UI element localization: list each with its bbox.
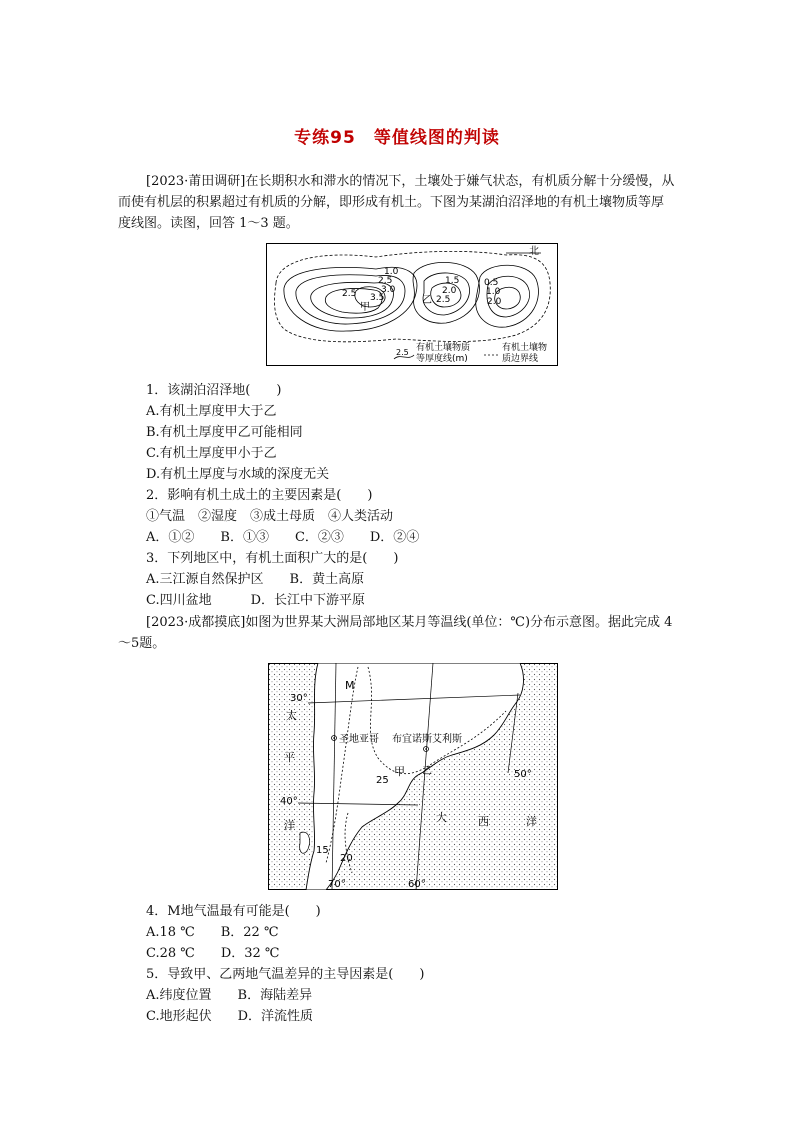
q1-option-d[interactable]: D.有机土厚度与水域的深度无关: [146, 467, 330, 482]
intro-paragraph-2: [2023·成都摸底]如图为世界某大洲局部地区某月等温线(单位：℃)分布示意图。据此完成 4～5题。: [118, 615, 673, 651]
atlantic-label-1: 大: [436, 811, 447, 824]
contour-label: 3.0: [381, 285, 396, 295]
city-santiago: 圣地亚哥: [339, 734, 379, 745]
lon-60-label: 60°: [408, 879, 426, 890]
north-label: 北: [529, 246, 539, 257]
q3-options-row1[interactable]: A.三江源自然保护区 B．黄土高原: [146, 572, 365, 587]
q1-option-b[interactable]: B.有机土厚度甲乙可能相同: [146, 425, 303, 440]
lat-40-label: 40°: [280, 796, 298, 807]
point-yi: 乙: [422, 766, 432, 777]
legend-sample-value: 2.5: [396, 348, 409, 357]
contour-label: 2.0: [487, 297, 502, 307]
page-title: 专练95 等值线图的判读: [294, 128, 500, 148]
contour-label: 1.0: [384, 267, 399, 277]
isotherm-25: 25: [376, 775, 389, 786]
pacific-label-3: 洋: [284, 819, 295, 832]
pacific-label-2: 平: [284, 751, 295, 764]
q3-stem: 3．下列地区中，有机土面积广大的是( ): [146, 551, 399, 566]
lat-30-label: 30°: [290, 693, 308, 704]
q2-stem: 2．影响有机土成土的主要因素是( ): [146, 488, 373, 503]
legend-contour-line1: 有机土壤物质: [416, 343, 471, 353]
q5-options-row1[interactable]: A.纬度位置 B．海陆差异: [146, 988, 313, 1003]
contour-label: 0.5: [484, 278, 499, 288]
point-jia: 甲: [360, 302, 370, 313]
isotherm-15: 15: [316, 845, 329, 856]
figure-organic-soil-map: [266, 243, 558, 366]
figure-isotherm-map: [268, 663, 558, 890]
intro-paragraph-1: [2023·莆田调研]在长期积水和滞水的情况下，土壤处于嫌气状态，有机质分解十分缓慢，从而使有机层的积累超过有机质的分解，即形成有机土。下图为某湖泊沼泽地的有机土壤物质等厚度线图。读图，回答 1～3 题。: [118, 174, 675, 231]
q3-options-row2[interactable]: C.四川盆地 D．长江中下游平原: [146, 593, 366, 608]
city-buenos-aires: 布宜诺斯艾利斯: [392, 734, 462, 745]
q2-options[interactable]: A．①② B．①③ C．②③ D．②④: [146, 530, 420, 545]
isotherm-20: 20: [340, 853, 353, 864]
legend-boundary-line2: 质边界线: [502, 354, 539, 364]
q4-stem: 4．M地气温最有可能是( ): [146, 904, 321, 919]
contour-label: 3.5: [370, 293, 385, 303]
lon-70-label: 70°: [328, 879, 346, 890]
lon-50-label: 50°: [514, 769, 532, 780]
contour-label: 1.0: [486, 287, 501, 297]
legend-boundary-line1: 有机土壤物: [502, 343, 548, 353]
q4-options-row1[interactable]: A.18 ℃ B．22 ℃: [146, 925, 279, 940]
q2-factors: ①气温 ②湿度 ③成土母质 ④人类活动: [146, 509, 394, 524]
q1-option-a[interactable]: A.有机土厚度甲大于乙: [146, 404, 277, 419]
contour-label: 2.5: [342, 289, 357, 299]
q5-stem: 5．导致甲、乙两地气温差异的主导因素是( ): [146, 967, 425, 982]
contour-label: 1.5: [445, 276, 460, 286]
legend-contour-line2: 等厚度线(m): [416, 354, 468, 364]
point-yi: 乙: [422, 295, 432, 306]
contour-label: 2.0: [442, 286, 457, 296]
q4-options-row2[interactable]: C.28 ℃ D．32 ℃: [146, 946, 280, 961]
contour-label: 2.5: [378, 276, 393, 286]
point-M: M: [345, 679, 355, 692]
q1-option-c[interactable]: C.有机土厚度甲小于乙: [146, 446, 277, 461]
pacific-label-1: 太: [286, 709, 297, 722]
atlantic-label-3: 洋: [526, 815, 537, 828]
point-jia: 甲: [394, 765, 405, 778]
atlantic-label-2: 西: [478, 815, 489, 828]
q1-stem: 1．该湖泊沼泽地( ): [146, 383, 282, 398]
q5-options-row2[interactable]: C.地形起伏 D．洋流性质: [146, 1009, 314, 1024]
contour-label: 2.5: [436, 295, 451, 305]
